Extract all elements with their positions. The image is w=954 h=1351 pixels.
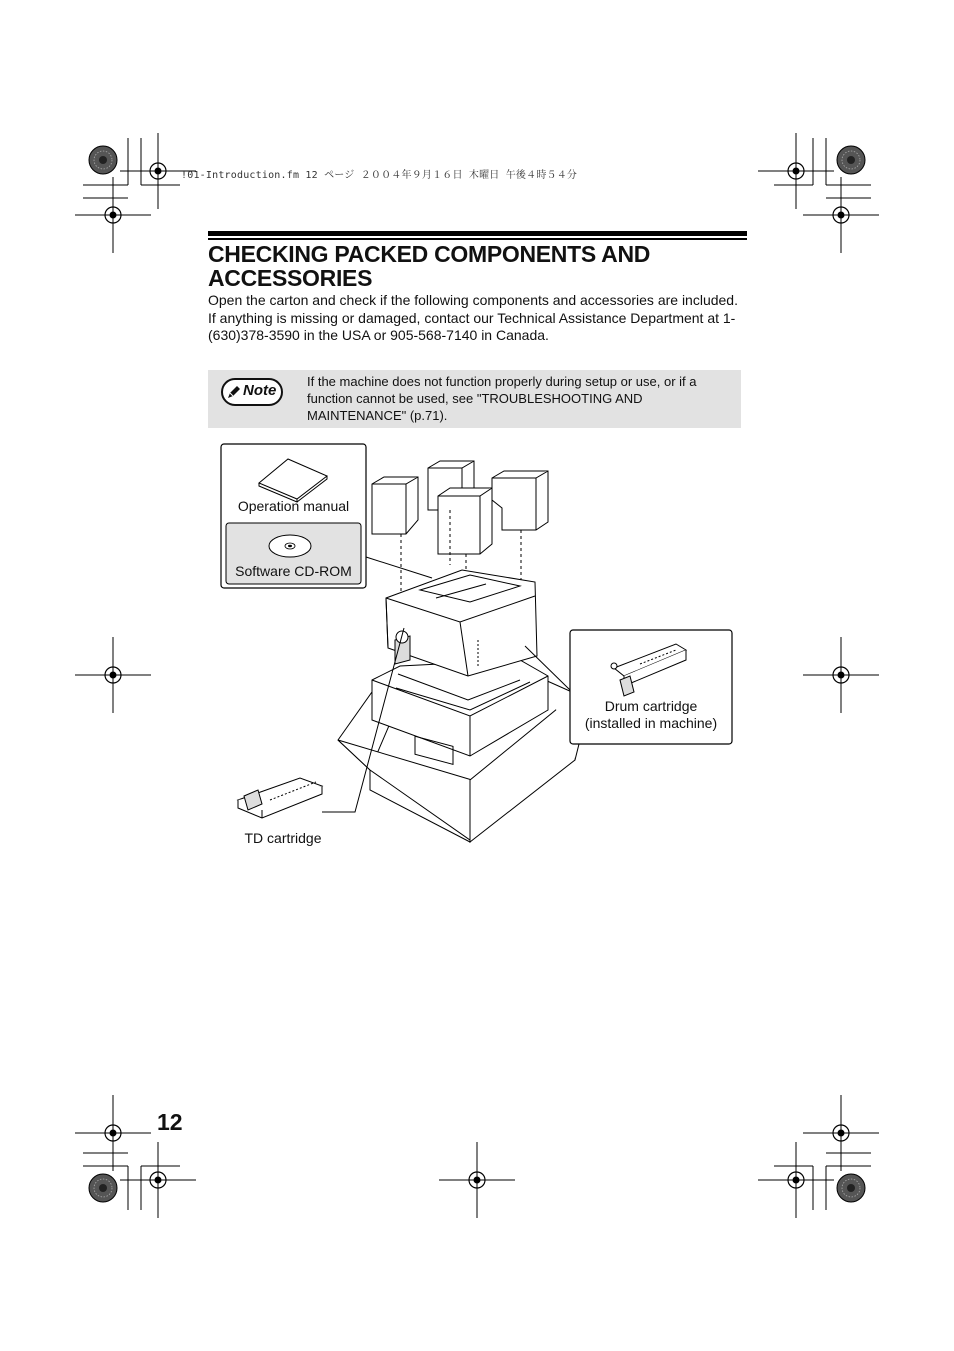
page-title-line1: CHECKING PACKED COMPONENTS AND xyxy=(208,241,651,267)
drum-cartridge-label: Drum cartridge xyxy=(604,698,698,714)
cd-rom-icon xyxy=(269,535,311,557)
software-cd-rom-label: Software CD-ROM xyxy=(235,563,352,579)
note-text: If the machine does not function properly during setup or use, or if a function cannot be used, see "TROUBLESHOOTING AND MAINTENANCE" (p.71). xyxy=(307,374,697,423)
file-header: !01-Introduction.fm 12 ページ ２００４年９月１６日 木曜日 午後４時５４分 xyxy=(181,170,578,181)
intro-paragraph-2: If anything is missing or damaged, contact our Technical Assistance Department at 1-(630)378-3590 in the USA or 905-568-7140 in Canada. xyxy=(208,309,736,343)
page-number: 12 xyxy=(157,1109,183,1135)
packing-foam-3 xyxy=(438,488,492,554)
page-title-line2: ACCESSORIES xyxy=(208,265,373,291)
operation-manual-label: Operation manual xyxy=(237,498,350,514)
drum-cartridge-sublabel: (installed in machine) xyxy=(584,715,718,731)
intro-paragraph-1: Open the carton and check if the following components and accessories are included. xyxy=(208,292,738,308)
packing-foam-1 xyxy=(372,477,418,534)
packing-foam-4 xyxy=(492,471,548,530)
td-cartridge-icon xyxy=(238,778,322,818)
td-cartridge-label: TD cartridge xyxy=(244,830,322,846)
note-label: Note xyxy=(243,382,277,399)
